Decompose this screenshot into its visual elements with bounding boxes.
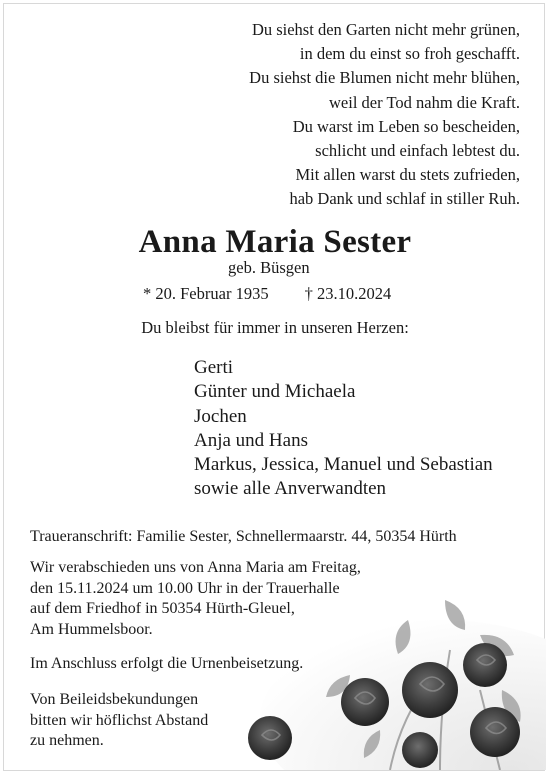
poem-line: schlicht und einfach lebtest du. [315, 141, 520, 161]
birth-date: * 20. Februar 1935 [143, 284, 269, 303]
mourning-address: Traueranschrift: Familie Sester, Schnellermaarstr. 44, 50354 Hürth [30, 528, 457, 545]
poem-line: in dem du einst so froh geschafft. [299, 44, 520, 64]
mourners-list [194, 356, 493, 502]
poem-line: Du warst im Leben so bescheiden, [292, 116, 520, 136]
funeral-info-line: Am Hummelsboor. [30, 620, 153, 638]
poem-line: hab Dank und schlaf in stiller Ruh. [289, 189, 520, 209]
death-date: † 23.10.2024 [304, 284, 392, 303]
condolence-note [30, 690, 208, 752]
life-dates [143, 284, 391, 304]
urn-burial-note: Im Anschluss erfolgt die Urnenbeisetzung. [30, 655, 304, 672]
mourner: sowie alle Anverwandten [194, 478, 387, 500]
funeral-info [30, 558, 361, 640]
mourner: Günter und Michaela [194, 381, 356, 403]
poem-line: Du siehst den Garten nicht mehr grünen, [251, 20, 520, 39]
mourner: Anja und Hans [194, 429, 308, 451]
poem-line: Mit allen warst du stets zufrieden, [295, 165, 520, 185]
funeral-info-line: Wir verabschieden uns von Anna Maria am Freitag, [30, 559, 361, 576]
funeral-info-line: den 15.11.2024 um 10.00 Uhr in der Trauerhalle [30, 579, 340, 597]
mourner: Markus, Jessica, Manuel und Sebastian [194, 454, 493, 476]
condolence-line: Von Beileidsbekundungen [30, 691, 199, 708]
mourner: Gerti [194, 357, 234, 378]
birth-name: geb. Büsgen [228, 258, 310, 277]
funeral-info-line: auf dem Friedhof in 50354 Hürth-Gleuel, [30, 600, 295, 618]
mourners-intro: Du bleibst für immer in unseren Herzen: [141, 318, 409, 337]
mourner: Jochen [194, 405, 247, 427]
poem [249, 18, 520, 212]
condolence-line: zu nehmen. [30, 732, 104, 750]
condolence-line: bitten wir höflichst Abstand [30, 711, 209, 729]
poem-line: Du siehst die Blumen nicht mehr blühen, [249, 68, 520, 88]
deceased-name: Anna Maria Sester [138, 224, 412, 260]
poem-line: weil der Tod nahm die Kraft. [329, 92, 520, 112]
